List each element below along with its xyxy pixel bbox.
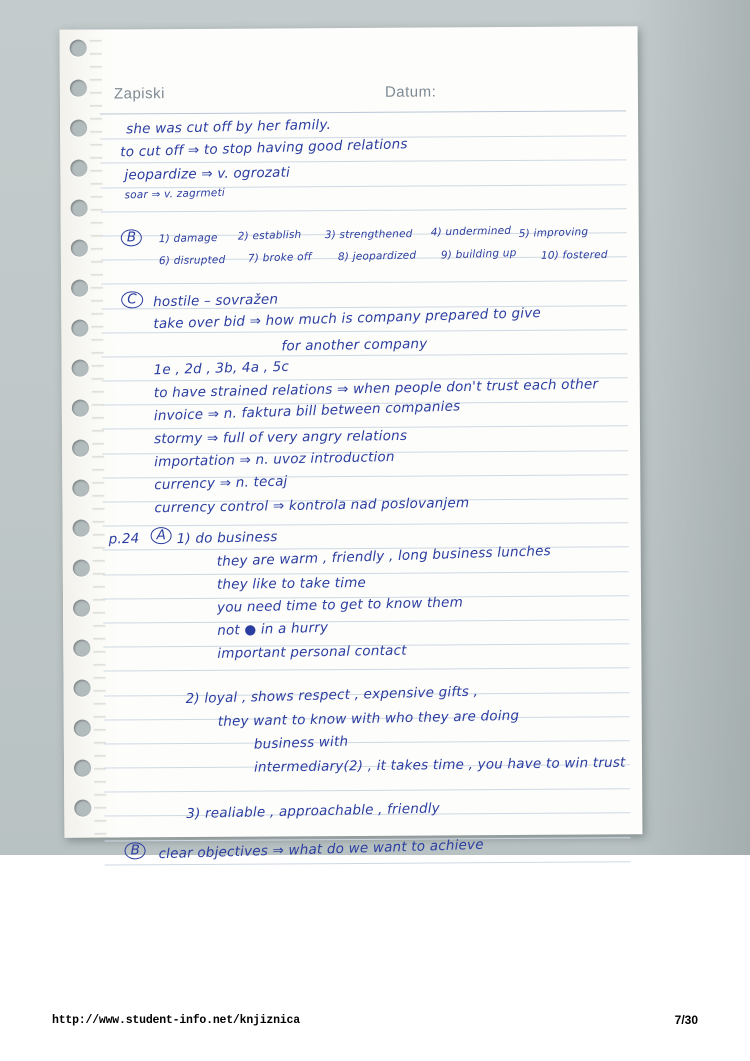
note-line: 1e , 2d , 3b, 4a , 5c	[153, 358, 290, 379]
note-line: 3) strengthened	[324, 228, 413, 242]
punch-hole	[74, 720, 91, 737]
note-line: important personal contact	[217, 642, 407, 662]
section-marker	[151, 527, 173, 544]
note-line: 2) loyal , shows respect , expensive gifts ,	[185, 683, 479, 708]
note-line: 8) jeopardized	[337, 249, 417, 264]
header-title: Zapiski	[113, 84, 165, 102]
punch-hole	[74, 800, 91, 817]
note-line: you need time to get to know them	[216, 594, 464, 616]
note-line: clear objectives ⇒ what do we want to achieve	[158, 836, 484, 863]
notebook-page	[60, 26, 643, 863]
note-line: intermediary(2) , it takes time , you have to win trust	[253, 754, 626, 776]
note-line: soar ⇒ v. zagrmeti	[124, 186, 226, 202]
note-line: 9) building up	[440, 247, 517, 262]
punch-hole	[72, 440, 89, 457]
note-line: to cut off ⇒ to stop having good relations	[120, 136, 408, 161]
section-marker	[125, 842, 147, 859]
note-line: 5) improving	[518, 225, 589, 240]
note-line: 3) realiable , approachable , friendly	[186, 800, 441, 823]
punch-hole	[73, 640, 90, 657]
punch-hole	[73, 560, 90, 577]
note-line: invoice ⇒ n. faktura bill between companies	[153, 398, 461, 425]
footer-page-number: 7/30	[674, 1013, 698, 1027]
punch-hole	[71, 280, 88, 297]
note-line: 2) establish	[237, 228, 302, 243]
note-line: 10) fostered	[540, 248, 608, 262]
punch-hole	[70, 80, 87, 97]
note-line: 1) do business	[176, 529, 278, 548]
note-line: they are warm , friendly , long business lunches	[216, 543, 552, 570]
section-marker	[121, 229, 143, 246]
punch-hole	[70, 160, 87, 177]
note-line: business with	[253, 733, 349, 753]
punch-hole	[71, 240, 88, 257]
note-line: jeopardize ⇒ v. ogrozati	[124, 164, 291, 184]
punch-hole	[74, 760, 91, 777]
note-line: currency control ⇒ kontrola nad poslovanjem	[154, 494, 470, 517]
note-line: 6) disrupted	[158, 254, 226, 268]
page-header	[100, 70, 626, 114]
punch-hole	[72, 400, 89, 417]
note-line: take over bid ⇒ how much is company prepared to give	[153, 305, 542, 333]
punch-hole	[72, 360, 89, 377]
punch-hole	[74, 680, 91, 697]
punch-hole	[72, 480, 89, 497]
scan-shadow	[630, 0, 750, 855]
note-line: 4) undermined	[430, 224, 512, 239]
header-date-label: Datum:	[384, 82, 437, 101]
note-line: she was cut off by her family.	[125, 116, 332, 138]
punch-hole	[71, 200, 88, 217]
note-line: stormy ⇒ full of very angry relations	[153, 427, 408, 448]
footer-url[interactable]: http://www.student-info.net/knjiznica	[52, 1013, 300, 1027]
note-line: p.24	[108, 530, 140, 548]
note-line: importation ⇒ n. uvoz introduction	[154, 448, 395, 471]
note-line: not ● in a hurry	[216, 619, 329, 639]
note-line: they want to know with who they are doing	[217, 707, 520, 730]
punch-hole	[71, 320, 88, 337]
punch-hole	[73, 600, 90, 617]
note-line: for another company	[281, 336, 428, 355]
punch-hole	[70, 40, 87, 57]
section-marker	[121, 291, 143, 308]
section-marker-label: C	[121, 291, 143, 308]
note-line: currency ⇒ n. tecaj	[154, 473, 288, 494]
note-line: hostile – sovražen	[153, 291, 279, 311]
punch-hole	[73, 520, 90, 537]
note-line: 1) damage	[158, 231, 218, 246]
note-line: 7) broke off	[247, 251, 312, 265]
section-marker-label: B	[121, 229, 143, 246]
note-line: to have strained relations ⇒ when people don't trust each other	[153, 376, 599, 402]
section-marker-label: B	[125, 842, 147, 859]
note-line: they like to take time	[216, 574, 367, 593]
page-footer	[0, 1005, 750, 1035]
punch-hole	[70, 120, 87, 137]
section-marker-label: A	[151, 527, 173, 544]
